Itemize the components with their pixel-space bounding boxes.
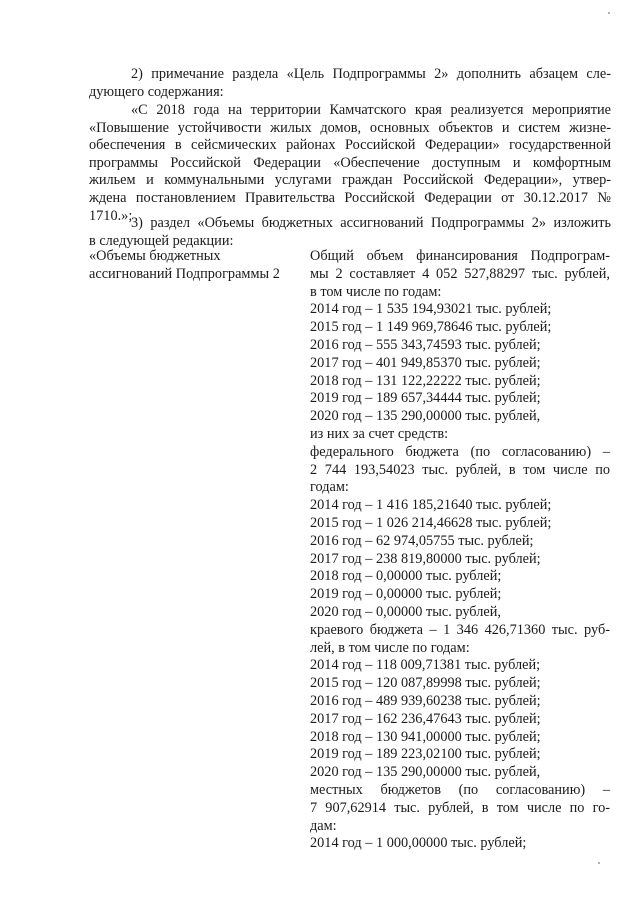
text-line: местных бюджетов (по согласованию) –	[310, 781, 610, 798]
text-line: 2017 год – 401 949,85370 тыс. рублей;	[310, 354, 541, 371]
text-line: 3) раздел «Объемы бюджетных ассигнований Подпрограммы 2» изложить	[131, 215, 611, 231]
text-line: в следующей редакции:	[89, 232, 234, 249]
text-line: «Объемы бюджетных	[89, 248, 221, 264]
text-line: 2016 год – 489 939,60238 тыс. рублей;	[310, 692, 541, 709]
text-line: 2020 год – 0,00000 тыс. рублей,	[310, 603, 501, 620]
text-line: ассигнований Подпрограммы 2	[89, 265, 280, 282]
text-line: дующего содержания:	[89, 83, 224, 100]
text-line: 2017 год – 238 819,80000 тыс. рублей;	[310, 550, 541, 567]
text-line: «Повышение устойчивости жилых домов, основных объектов и систем жизне-	[89, 119, 611, 136]
table-value-cell	[310, 248, 610, 853]
text-line: федерального бюджета (по согласованию) –	[310, 443, 610, 460]
text-line: 2014 год – 1 416 185,21640 тыс. рублей;	[310, 497, 552, 514]
text-line: 2014 год – 118 009,71381 тыс. рублей;	[310, 657, 541, 674]
text-line: 2014 год – 1 535 194,93021 тыс. рублей;	[310, 301, 552, 318]
text-line: 2015 год – 120 087,89998 тыс. рублей;	[310, 675, 541, 692]
text-line: 2020 год – 135 290,00000 тыс. рублей,	[310, 764, 541, 781]
text-line: 2014 год – 1 000,00000 тыс. рублей;	[310, 835, 527, 852]
text-line: программы Российской Федерации «Обеспечение доступным и комфортным	[89, 154, 611, 171]
text-line: 2016 год – 555 343,74593 тыс. рублей;	[310, 336, 541, 353]
text-line: дам:	[310, 817, 337, 834]
paragraph-amendment-2	[89, 66, 611, 101]
scan-speck	[608, 12, 610, 14]
text-line: 2018 год – 0,00000 тыс. рублей;	[310, 568, 502, 585]
table-label-cell	[89, 248, 304, 283]
text-line: в том числе по годам:	[310, 283, 442, 300]
text-line: 2019 год – 0,00000 тыс. рублей;	[310, 586, 502, 603]
text-line: 2018 год – 130 941,00000 тыс. рублей;	[310, 728, 541, 745]
text-line: годам:	[310, 479, 349, 496]
text-line: ждена постановлением Правительства Российской Федерации от 30.12.2017 №	[89, 189, 611, 206]
text-line: 7 907,62914 тыс. рублей, в том числе по го-	[310, 799, 610, 816]
text-line: жильем и коммунальными услугами граждан Российской Федерации», утвер-	[89, 172, 611, 189]
text-line: обеспечения в сейсмических районах Российской Федерации» государственной	[89, 137, 611, 154]
text-line: лей, в том числе по годам:	[310, 639, 470, 656]
text-line: 2019 год – 189 657,34444 тыс. рублей;	[310, 390, 541, 407]
paragraph-amendment-3	[89, 215, 611, 250]
text-line: из них за счет средств:	[310, 425, 449, 442]
text-line: Общий объем финансирования Подпрограм-	[310, 248, 610, 264]
text-line: 2 744 193,54023 тыс. рублей, в том числе по	[310, 461, 610, 478]
text-line: «С 2018 года на территории Камчатского края реализуется мероприятие	[131, 102, 611, 118]
text-line: 2) примечание раздела «Цель Подпрограммы 2» дополнить абзацем сле-	[131, 66, 611, 82]
text-line: 2018 год – 131 122,22222 тыс. рублей;	[310, 372, 541, 389]
text-line: 2020 год – 135 290,00000 тыс. рублей,	[310, 408, 541, 425]
text-line: 2016 год – 62 974,05755 тыс. рублей;	[310, 532, 534, 549]
text-line: 2015 год – 1 149 969,78646 тыс. рублей;	[310, 319, 552, 336]
paragraph-quote	[89, 102, 611, 225]
text-line: 2019 год – 189 223,02100 тыс. рублей;	[310, 746, 541, 763]
text-line: мы 2 составляет 4 052 527,88297 тыс. рублей,	[310, 265, 610, 282]
scan-speck	[598, 862, 600, 864]
text-line: 2015 год – 1 026 214,46628 тыс. рублей;	[310, 514, 552, 531]
text-line: краевого бюджета – 1 346 426,71360 тыс. руб-	[310, 621, 610, 638]
text-line: 1710.»;	[89, 207, 133, 224]
text-line: 2017 год – 162 236,47643 тыс. рублей;	[310, 710, 541, 727]
